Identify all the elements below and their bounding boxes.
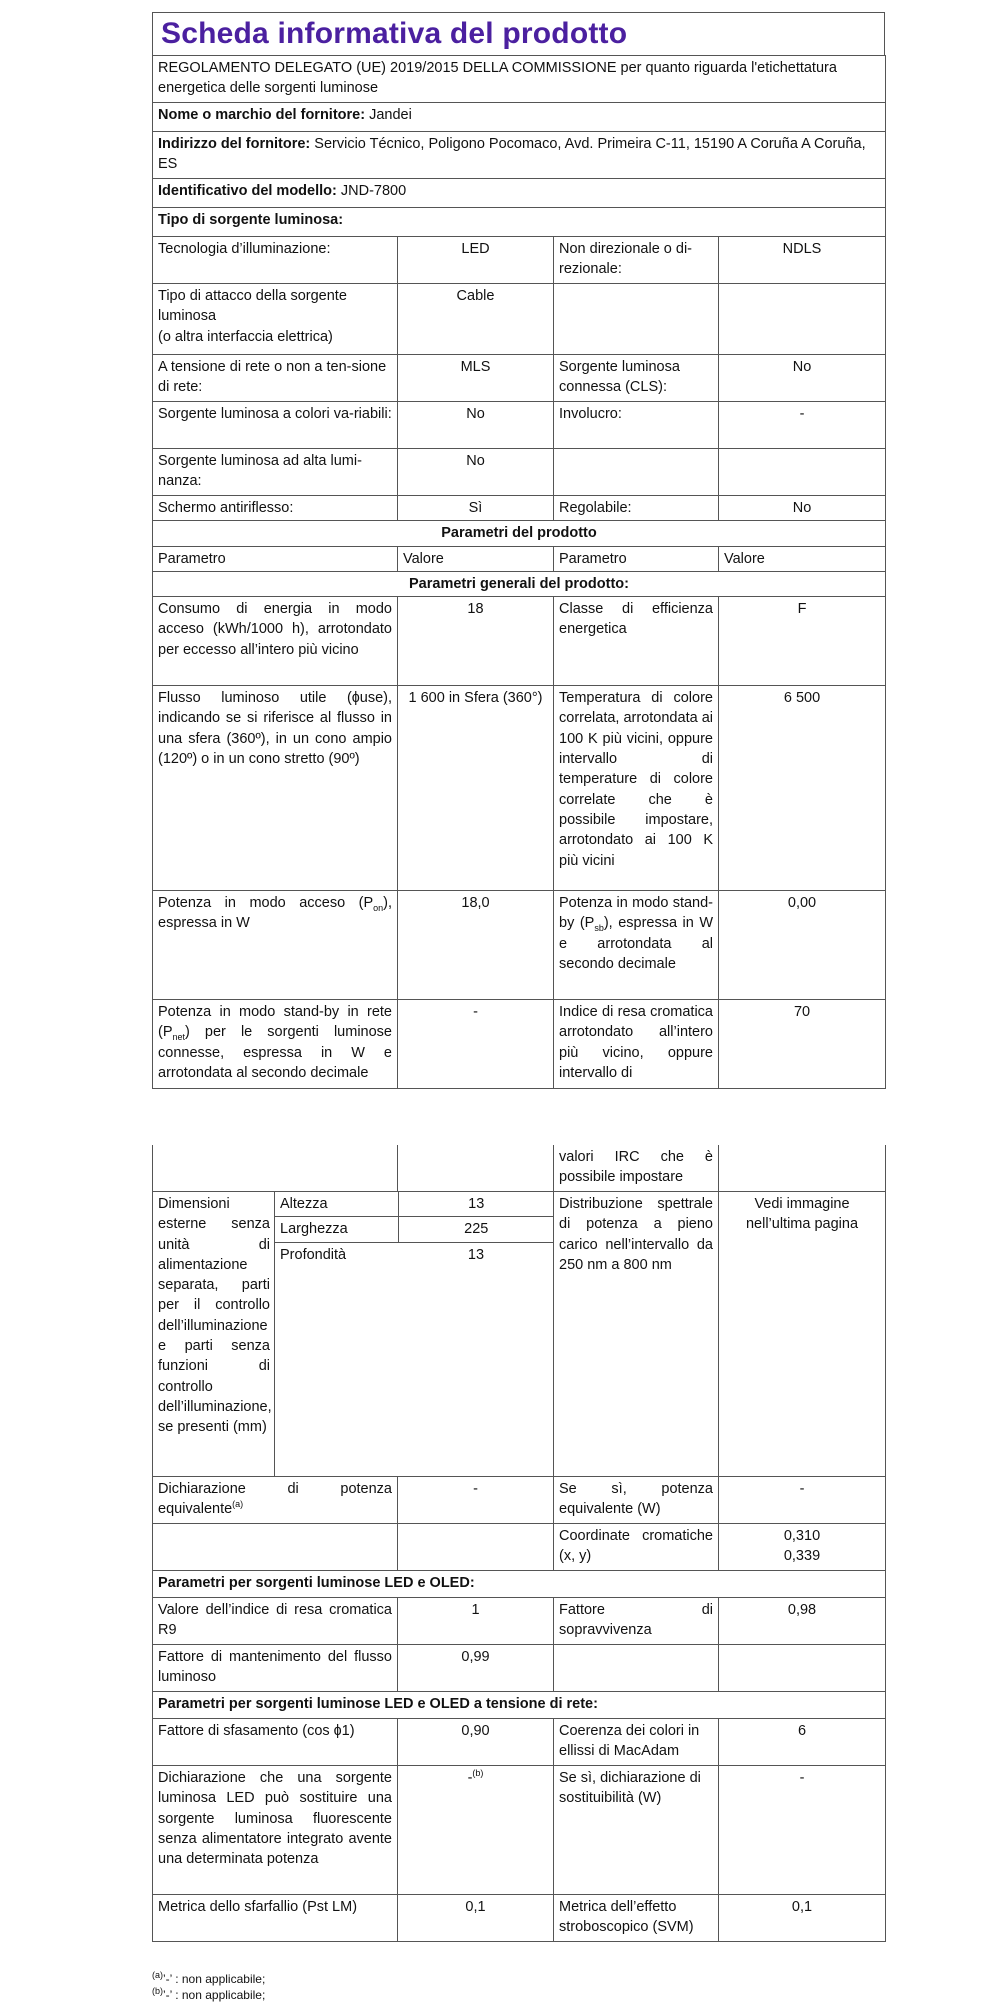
energy-value: 18 [398, 597, 554, 686]
power-on-label-text: Potenza in modo acceso (P [158, 895, 374, 912]
source-type-value: No [398, 449, 554, 496]
dimension-row [275, 1242, 554, 1267]
source-type-value: No [398, 402, 554, 449]
supplier-address-value: Servicio Técnico, Poligono Pocomaco, Avd. Primeira C-11, 15190 A Coruña A Coruña, ES [158, 136, 866, 173]
survival-label: Fattore di sopravvivenza [554, 1598, 719, 1645]
footnote-text: ’-’ : non applicabile; [163, 1972, 266, 1986]
cri-label: Indice di resa cromatica arrotondato all’intero più vicino, oppure intervallo di [554, 1000, 719, 1089]
cri-continued-row [153, 1145, 886, 1192]
power-on-row [153, 891, 886, 1000]
power-on-label-sub: on [373, 903, 384, 914]
power-net-label-text: Potenza in modo stand-by in rete (P [158, 1004, 392, 1041]
cct-value: 6 500 [719, 686, 886, 891]
footnote [152, 1988, 265, 2004]
dimension-value: 13 [398, 1192, 554, 1217]
source-type-value [719, 284, 886, 355]
column-header-row [153, 546, 886, 571]
equiv-power-value: - [398, 1477, 554, 1524]
mains-row [153, 1895, 886, 1942]
power-net-label-text: ) per le sorgenti luminose connesse, espressa in W e arrotondata al secondo decimale [158, 1024, 392, 1082]
efficiency-class-value: F [719, 597, 886, 686]
cct-label: Temperatura di colore correlata, arrotondata ai 100 K più vicini, oppure intervallo di temperature di colore correlate che è possibile impostare, arrotondato ai 100 K più vicini [554, 686, 719, 891]
equiv-power-row [153, 1477, 886, 1524]
dimension-name: Altezza [275, 1192, 398, 1217]
product-params-header-row [153, 521, 886, 546]
energy-row [153, 597, 886, 686]
model-id-value: JND-7800 [340, 183, 407, 199]
dimensions-table [275, 1192, 554, 1267]
spd-value: Vedi immagine nell’ultima pagina [719, 1192, 886, 1477]
source-type-label: Non direzionale o di-rezionale: [554, 237, 719, 284]
power-on-label [153, 891, 398, 1000]
source-type-row [153, 237, 886, 284]
lumen-maintenance-label: Fattore di mantenimento del flusso luminoso [153, 1645, 398, 1692]
dimensions-row [153, 1192, 886, 1477]
info-table-bottom [152, 1145, 886, 1942]
energy-label: Consumo di energia in modo acceso (kWh/1000 h), arrotondato per eccesso all’intero più vicino [153, 597, 398, 686]
flux-value: 1 600 in Sfera (360°) [398, 686, 554, 891]
supplier-name-label: Nome o marchio del fornitore: [158, 107, 366, 123]
chroma-label: Coordinate cromatiche (x, y) [554, 1524, 719, 1571]
dimension-row [275, 1192, 554, 1217]
source-type-row [153, 355, 886, 402]
page-title: Scheda informativa del prodotto [152, 12, 885, 55]
footnote-mark: (b) [152, 1986, 163, 1996]
column-header-value: Valore [719, 546, 886, 571]
svm-value: 0,1 [719, 1895, 886, 1942]
replacement-w-value: - [719, 1766, 886, 1895]
power-standby-label-text: ), espressa in W e arrotondata al secondo decimale [559, 915, 714, 973]
source-type-row [153, 284, 886, 355]
cri-label-continued: valori IRC che è possibile impostare [554, 1145, 719, 1192]
source-type-row [153, 402, 886, 449]
power-standby-value: 0,00 [719, 891, 886, 1000]
product-sheet-part-1 [152, 12, 885, 1089]
svm-label: Metrica dell’effetto stroboscopico (SVM) [554, 1895, 719, 1942]
equiv-power-label-text: Dichiarazione di potenza equivalente [158, 1481, 392, 1518]
model-id-row [153, 179, 886, 208]
macadam-value: 6 [719, 1719, 886, 1766]
power-standby-label [554, 891, 719, 1000]
info-table-top [152, 55, 886, 1089]
source-type-label: Tecnologia d’illuminazione: [153, 237, 398, 284]
r9-label: Valore dell’indice di resa cromatica R9 [153, 1598, 398, 1645]
cri-value: 70 [719, 1000, 886, 1089]
source-type-label: Regolabile: [554, 496, 719, 521]
product-params-header: Parametri del prodotto [153, 521, 886, 546]
power-factor-value: 0,90 [398, 1719, 554, 1766]
source-type-label: Schermo antiriflesso: [153, 496, 398, 521]
source-type-value: No [719, 355, 886, 402]
mains-row [153, 1719, 886, 1766]
chroma-y: 0,339 [783, 1548, 821, 1565]
source-type-label [554, 284, 719, 355]
footnote-mark: (a) [152, 1970, 163, 1980]
flux-row [153, 686, 886, 891]
source-type-label: Involucro: [554, 402, 719, 449]
mains-params-header: Parametri per sorgenti luminose LED e OLED a tensione di rete: [153, 1692, 886, 1719]
equiv-power-label [153, 1477, 398, 1524]
survival-value: 0,98 [719, 1598, 886, 1645]
source-type-label: Sorgente luminosa ad alta lumi-nanza: [153, 449, 398, 496]
source-type-value: NDLS [719, 237, 886, 284]
macadam-label: Coerenza dei colori in ellissi di MacAdam [554, 1719, 719, 1766]
chroma-value [719, 1524, 886, 1571]
replacement-value [398, 1766, 554, 1895]
source-type-value: LED [398, 237, 554, 284]
source-type-value: MLS [398, 355, 554, 402]
power-factor-label: Fattore di sfasamento (cos ɸ1) [153, 1719, 398, 1766]
supplier-name-value: Jandei [369, 107, 412, 123]
column-header-param: Parametro [554, 546, 719, 571]
power-net-label-sub: net [172, 1032, 186, 1043]
source-type-value: - [719, 402, 886, 449]
lumen-maintenance-value: 0,99 [398, 1645, 554, 1692]
supplier-address-label: Indirizzo del fornitore: [158, 136, 311, 152]
flux-label: Flusso luminoso utile (ɸuse), indicando se si riferisce al flusso in una sfera (360º), in un cono ampio (120º) o in un cono stretto (90º) [153, 686, 398, 891]
source-type-value: Cable [398, 284, 554, 355]
general-params-header: Parametri generali del prodotto: [153, 571, 886, 596]
spd-label: Distribuzione spettrale di potenza a pieno carico nell’intervallo da 250 nm a 800 nm [554, 1192, 719, 1477]
source-type-row [153, 496, 886, 521]
power-standby-label-sub: sb [594, 923, 604, 934]
dimension-row [275, 1217, 554, 1242]
mains-row [153, 1766, 886, 1895]
dimension-value: 13 [467, 1246, 485, 1263]
supplier-address-row [153, 132, 886, 179]
replacement-value-text: - [467, 1770, 473, 1786]
dimension-value: 225 [398, 1217, 554, 1242]
column-header-value: Valore [398, 546, 554, 571]
power-standby-label-text: Potenza in modo stand-by (P [559, 895, 713, 932]
replacement-w-label: Se sì, dichiarazione di sostituibilità (W) [554, 1766, 719, 1895]
column-header-param: Parametro [153, 546, 398, 571]
source-type-header: Tipo di sorgente luminosa: [153, 208, 886, 237]
led-row [153, 1598, 886, 1645]
led-row [153, 1645, 886, 1692]
power-on-value: 18,0 [398, 891, 554, 1000]
equiv-power-w-value: - [719, 1477, 886, 1524]
empty-cell [719, 1645, 886, 1692]
chroma-x: 0,310 [783, 1528, 821, 1544]
dimensions-label: Dimensioni esterne senza unità di alimentazione separata, parti per il controllo dell’illuminazione e parti senza funzioni di controllo dell’illuminazione, se presenti (mm) [153, 1192, 275, 1477]
source-type-row [153, 449, 886, 496]
footnote [152, 1972, 265, 1988]
power-on-label-text: ), espressa in W [158, 895, 392, 932]
source-type-value: Sì [398, 496, 554, 521]
flicker-label: Metrica dello sfarfallio (Pst LM) [153, 1895, 398, 1942]
source-type-label: A tensione di rete o non a ten-sione di rete: [153, 355, 398, 402]
model-id-label: Identificativo del modello: [158, 183, 337, 199]
source-type-label [554, 449, 719, 496]
power-net-row [153, 1000, 886, 1089]
dimension-name: Profondità [280, 1246, 347, 1263]
equiv-power-footnote-mark: (a) [232, 1499, 244, 1510]
source-type-label: Sorgente luminosa a colori va-riabili: [153, 402, 398, 449]
flicker-value: 0,1 [398, 1895, 554, 1942]
regulation-row [153, 56, 886, 103]
led-params-header: Parametri per sorgenti luminose LED e OLED: [153, 1571, 886, 1598]
source-type-label: Tipo di attacco della sorgente luminosa (o altra interfaccia elettrica) [153, 284, 398, 355]
chroma-row [153, 1524, 886, 1571]
r9-value: 1 [398, 1598, 554, 1645]
supplier-name-row [153, 103, 886, 132]
source-type-label: Sorgente luminosa connessa (CLS): [554, 355, 719, 402]
led-header-row [153, 1571, 886, 1598]
empty-cell [554, 1645, 719, 1692]
source-type-value [719, 449, 886, 496]
footnote-text: ’-’ : non applicabile; [163, 1988, 266, 2002]
replacement-footnote-mark: (b) [472, 1768, 484, 1779]
replacement-label: Dichiarazione che una sorgente luminosa LED può sostituire una sorgente luminosa fluorescente senza alimentatore integrato avente una determinata potenza [153, 1766, 398, 1895]
efficiency-class-label: Classe di efficienza energetica [554, 597, 719, 686]
source-type-value: No [719, 496, 886, 521]
general-params-header-row [153, 571, 886, 596]
source-type-header-row [153, 208, 886, 237]
product-sheet-part-2 [152, 1145, 885, 1942]
regulation-text: REGOLAMENTO DELEGATO (UE) 2019/2015 DELLA COMMISSIONE per quanto riguarda l'etichettatura energetica delle sorgenti luminose [153, 56, 886, 103]
power-net-label [153, 1000, 398, 1089]
mains-header-row [153, 1692, 886, 1719]
dimension-name: Larghezza [275, 1217, 398, 1242]
equiv-power-w-label: Se sì, potenza equivalente (W) [554, 1477, 719, 1524]
power-net-value: - [398, 1000, 554, 1089]
